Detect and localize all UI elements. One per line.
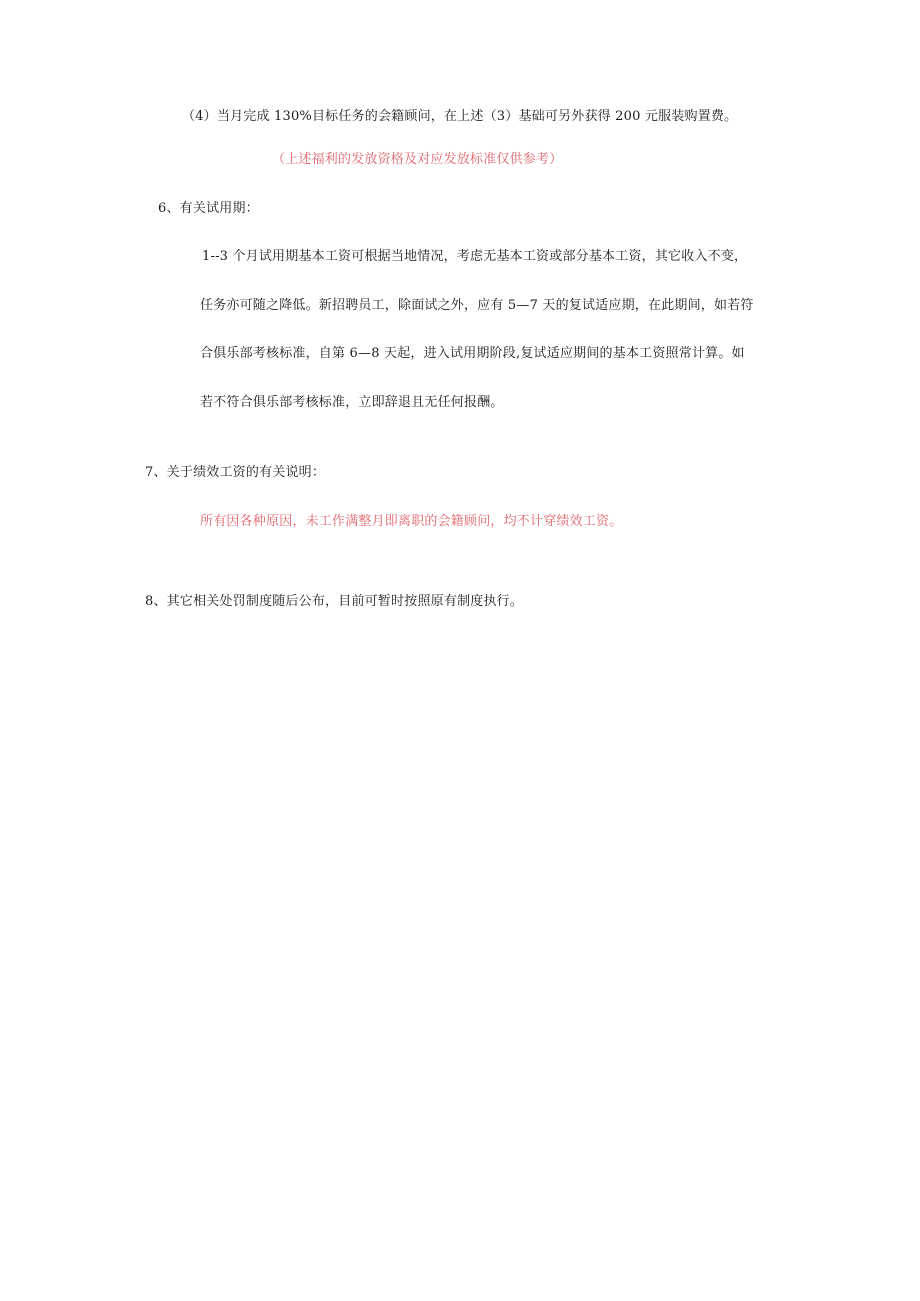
item-4-paragraph: （4）当月完成 130%目标任务的会籍顾问，在上述（3）基础可另外获得 200 元服装购置费。: [182, 109, 738, 124]
section-6-line-3: 合俱乐部考核标准，自第 6—8 天起，进入试用期阶段,复试适应期间的基本工资照常计算。如: [200, 346, 745, 361]
section-6-line-4: 若不符合俱乐部考核标准，立即辞退且无任何报酬。: [200, 395, 504, 410]
reference-note: （上述福利的发放资格及对应发放标准仅供参考）: [272, 152, 563, 167]
section-7-body: 所有因各种原因，未工作满整月即离职的会籍顾问，均不计穿绩效工资。: [200, 514, 623, 529]
section-6-heading: 6、有关试用期：: [158, 201, 259, 216]
section-8-paragraph: 8、其它相关处罚制度随后公布，目前可暂时按照原有制度执行。: [145, 594, 524, 609]
section-6-line-1: 1--3 个月试用期基本工资可根据当地情况，考虑无基本工资或部分基本工资，其它收入不变，: [202, 249, 748, 264]
section-6-line-2: 任务亦可随之降低。新招聘员工，除面试之外，应有 5—7 天的复试适应期，在此期间，如若符: [200, 298, 754, 313]
section-7-heading: 7、关于绩效工资的有关说明：: [145, 465, 326, 480]
